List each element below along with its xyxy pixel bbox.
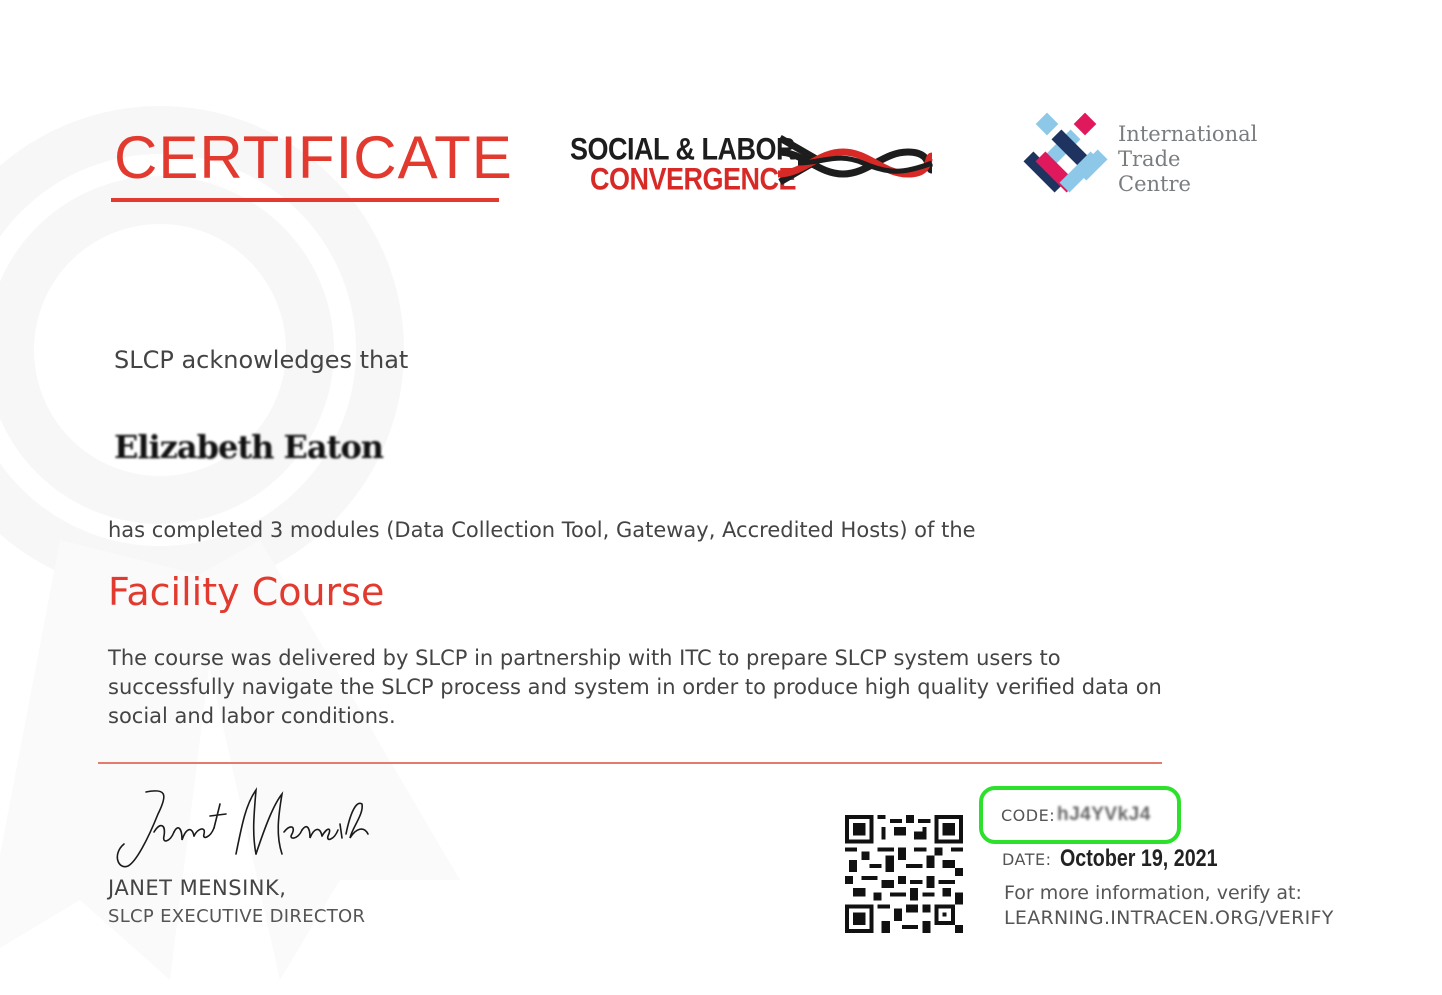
verify-url: LEARNING.INTRACEN.ORG/VERIFY [1004, 907, 1334, 929]
verify-instruction: For more information, verify at: [1004, 882, 1302, 904]
slcp-logo [568, 126, 934, 202]
itc-cross-icon [1015, 110, 1115, 210]
certificate-code: hJ4YVkJ4 [1057, 804, 1151, 825]
slcp-logo-line2: CONVERGENCE [590, 162, 797, 197]
itc-logo-line3: Centre [1118, 172, 1191, 196]
certificate-title: CERTIFICATE [114, 124, 513, 191]
course-name: Facility Course [108, 570, 385, 614]
qr-code-image [845, 815, 963, 933]
signature-image [106, 784, 386, 874]
completion-text: has completed 3 modules (Data Collection Tool, Gateway, Accredited Hosts) of the [108, 518, 976, 542]
signer-title: SLCP EXECUTIVE DIRECTOR [108, 906, 366, 927]
footer-divider [98, 762, 1162, 764]
itc-logo-line2: Trade [1118, 147, 1181, 171]
title-underline [111, 198, 499, 202]
acknowledgement-text: SLCP acknowledges that [114, 346, 409, 374]
recipient-name: Elizabeth Eaton [114, 428, 384, 466]
slcp-logo-line1: SOCIAL & LABOR [570, 132, 796, 167]
code-label: CODE: [1001, 806, 1056, 825]
signer-name: JANET MENSINK, [108, 876, 287, 900]
slcp-braid-icon [778, 130, 934, 200]
issue-date: October 19, 2021 [1060, 845, 1218, 872]
course-description: The course was delivered by SLCP in partnership with ITC to prepare SLCP system users to successfully navigate the SLCP process and system in order to produce high quality verified data on social and labor conditions. [108, 646, 1162, 728]
itc-logo-text [1118, 122, 1257, 197]
itc-logo [1015, 110, 1258, 210]
itc-logo-line1: International [1118, 122, 1258, 146]
date-label: DATE: [1002, 850, 1052, 869]
